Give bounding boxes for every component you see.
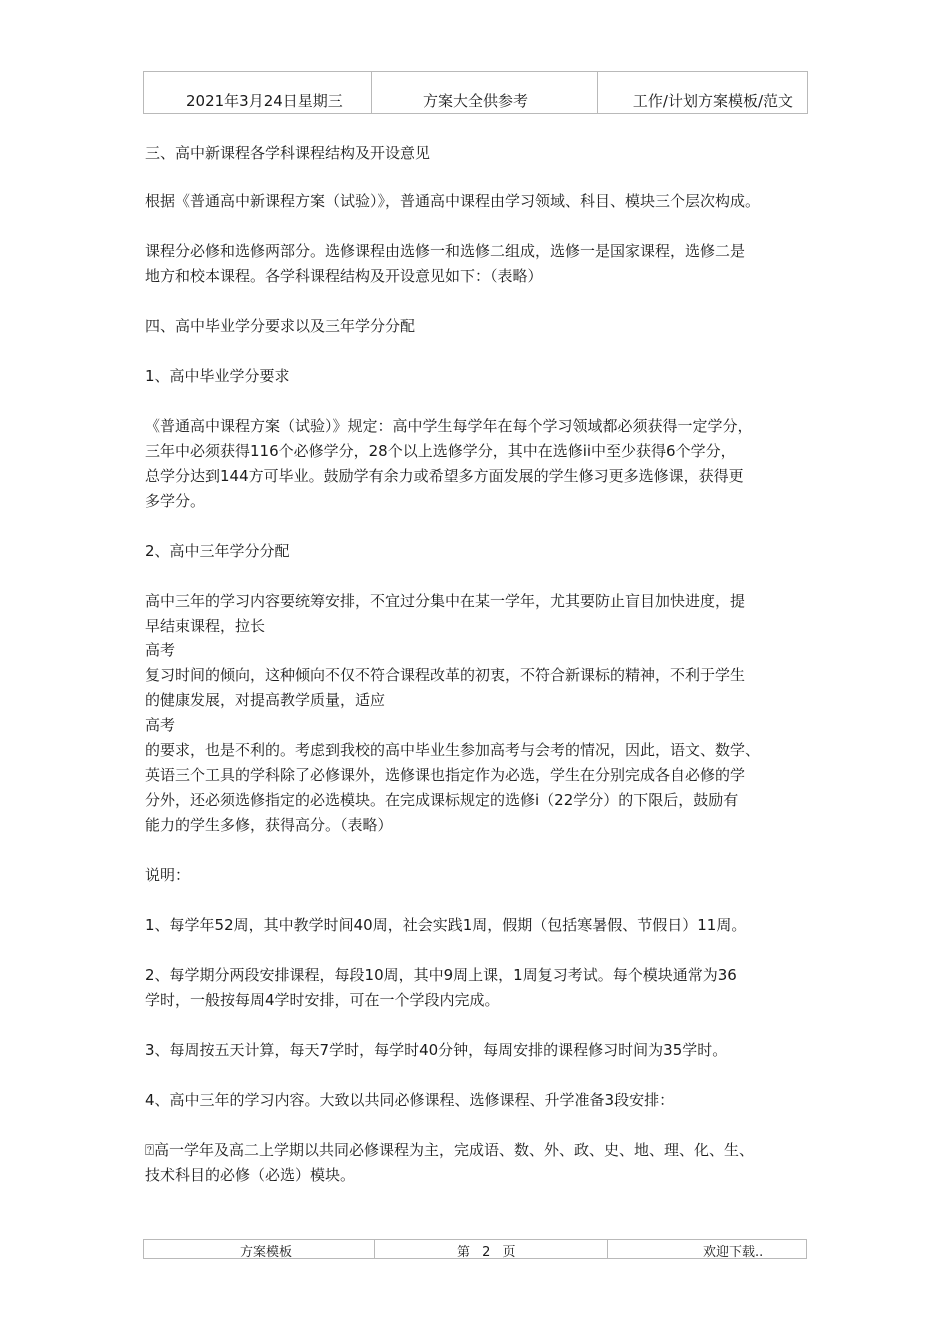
footer-right-cell xyxy=(607,1240,806,1258)
section-heading: 四、高中毕业学分要求以及三年学分分配 xyxy=(145,317,416,335)
note-item: 学时，一般按每周4学时安排，可在一个学段内完成。 xyxy=(145,991,500,1009)
footer-left-text: 方案模板 xyxy=(240,1245,293,1260)
page-header xyxy=(143,71,808,114)
paragraph-line: 高考 xyxy=(145,641,176,659)
subsection-heading: 2、高中三年学分分配 xyxy=(145,542,290,560)
footer-right-text: 欢迎下载.. xyxy=(703,1245,764,1260)
bullet-line: ⍰高一学年及高二上学期以共同必修课程为主，完成语、数、外、政、史、地、理、化、生、 xyxy=(145,1141,755,1159)
paragraph-line: 复习时间的倾向，这种倾向不仅不符合课程改革的初衷，不符合新课标的精神，不利于学生 xyxy=(145,666,746,684)
header-date: 2021年3月24日星期三 xyxy=(186,92,343,110)
paragraph-line: 英语三个工具的学科除了必修课外，选修课也指定作为必选，学生在分别完成各自必修的学 xyxy=(145,766,746,784)
paragraph-line: 三年中必须获得116个必修学分，28个以上选修学分，其中在选修ii中至少获得6个学分， xyxy=(145,442,736,460)
note-item: 2、每学期分两段安排课程，每段10周，其中9周上课，1周复习考试。每个模块通常为36 xyxy=(145,966,737,984)
header-center-text: 方案大全供参考 xyxy=(423,92,529,110)
footer-left-cell xyxy=(144,1240,374,1258)
paragraph-line: 课程分必修和选修两部分。选修课程由选修一和选修二组成，选修一是国家课程，选修二是 xyxy=(145,242,746,260)
header-right-cell xyxy=(597,72,807,113)
bullet-line: 技术科目的必修（必选）模块。 xyxy=(145,1166,356,1184)
note-item: 3、每周按五天计算，每天7学时，每学时40分钟，每周安排的课程修习时间为35学时。 xyxy=(145,1041,728,1059)
paragraph-line: 多学分。 xyxy=(145,492,206,510)
paragraph-line: 《普通高中课程方案（试验）》规定：高中学生每学年在每个学习领域都必须获得一定学分， xyxy=(145,417,753,435)
footer-center-cell xyxy=(374,1240,607,1258)
paragraph-line: 的健康发展，对提高教学质量，适应 xyxy=(145,691,386,709)
page-number: 第 2 页 xyxy=(457,1245,516,1260)
paragraph-line: 高考 xyxy=(145,716,176,734)
header-date-cell xyxy=(144,72,371,113)
paragraph-line: 高中三年的学习内容要统筹安排，不宜过分集中在某一学年，尤其要防止盲目加快进度，提 xyxy=(145,592,746,610)
note-heading: 说明： xyxy=(145,866,191,884)
note-item: 4、高中三年的学习内容。大致以共同必修课程、选修课程、升学准备3段安排： xyxy=(145,1091,675,1109)
paragraph-line: 地方和校本课程。各学科课程结构及开设意见如下：（表略） xyxy=(145,267,543,285)
paragraph-line: 根据《普通高中新课程方案（试验）》，普通高中课程由学习领域、科目、模块三个层次构成。 xyxy=(145,192,761,210)
page-footer xyxy=(143,1239,807,1259)
paragraph-line: 的要求，也是不利的。考虑到我校的高中毕业生参加高考与会考的情况，因此，语文、数学、 xyxy=(145,741,761,759)
paragraph-line: 早结束课程，拉长 xyxy=(145,617,266,635)
note-item: 1、每学年52周，其中教学时间40周，社会实践1周，假期（包括寒暑假、节假日）11周。 xyxy=(145,916,747,934)
section-heading: 三、高中新课程各学科课程结构及开设意见 xyxy=(145,144,431,162)
paragraph-line: 能力的学生多修，获得高分。（表略） xyxy=(145,816,393,834)
header-center-cell xyxy=(371,72,597,113)
paragraph-line: 总学分达到144方可毕业。鼓励学有余力或希望多方面发展的学生修习更多选修课，获得更 xyxy=(145,467,744,485)
header-right-text: 工作/计划方案模板/范文 xyxy=(632,92,793,110)
subsection-heading: 1、高中毕业学分要求 xyxy=(145,367,290,385)
paragraph-line: 分外，还必须选修指定的必选模块。在完成课标规定的选修i（22学分）的下限后，鼓励有 xyxy=(145,791,739,809)
